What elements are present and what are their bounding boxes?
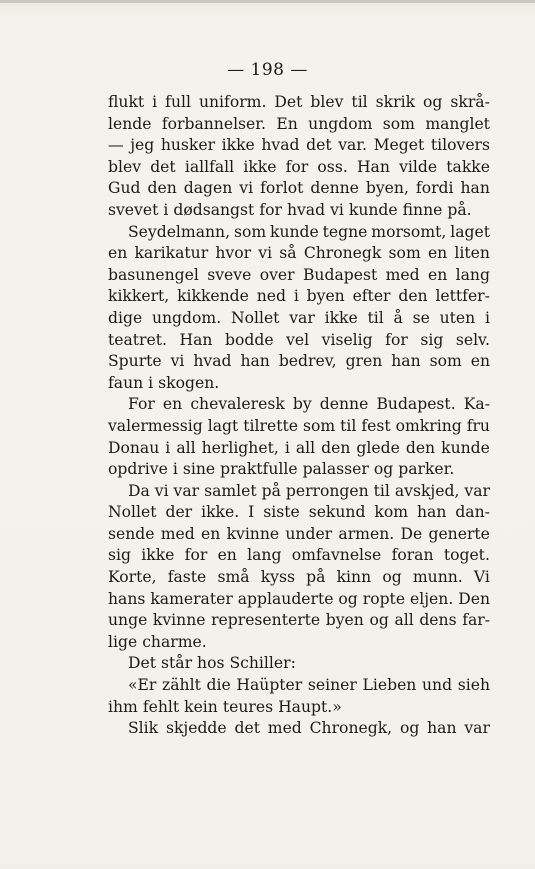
text-line	[108, 351, 490, 373]
word: und	[422, 676, 453, 695]
word: kunde	[441, 438, 490, 457]
word: den	[405, 438, 436, 457]
word: opdrive	[108, 460, 168, 479]
word: Den	[458, 589, 490, 608]
page-number: — 198 —	[227, 60, 308, 80]
word: eljen.	[410, 589, 454, 608]
text-line	[108, 157, 490, 179]
word: omfavnelse	[291, 546, 382, 565]
word: zählt	[162, 676, 201, 695]
word: Gud	[108, 179, 141, 198]
word: det	[306, 136, 332, 155]
word: ikke	[141, 546, 175, 565]
word: hans	[108, 589, 146, 608]
word: var	[464, 481, 490, 500]
word: til	[367, 308, 384, 327]
word: han	[427, 719, 457, 738]
word: vel	[286, 330, 310, 349]
word: kyss	[260, 568, 295, 587]
word: representerte	[211, 611, 321, 630]
word: for	[184, 546, 208, 565]
word: var	[173, 481, 200, 500]
word: sine	[182, 460, 216, 479]
word: Vi	[473, 568, 490, 587]
word: vi	[154, 481, 169, 500]
text-line	[108, 524, 490, 546]
word: by	[292, 395, 312, 414]
word: Han	[356, 157, 390, 176]
word: en	[201, 524, 221, 543]
word: dødsangst	[173, 200, 255, 219]
word: på.	[447, 200, 472, 219]
word: blev	[310, 93, 344, 111]
text-line	[108, 200, 490, 222]
word: var	[289, 308, 315, 327]
word: Chronegk,	[309, 719, 393, 738]
word: jeg	[130, 136, 155, 155]
word: vilde	[399, 157, 438, 176]
text-line	[108, 718, 490, 740]
word: tilovers	[430, 136, 490, 155]
word: tilrette	[243, 416, 298, 435]
word: denne	[319, 395, 369, 414]
word: som	[388, 244, 421, 263]
word: En	[276, 114, 298, 133]
word: se	[412, 308, 430, 327]
word: oss.	[317, 157, 348, 176]
word: hvor	[215, 244, 252, 263]
word: takke	[446, 157, 490, 176]
text-line	[108, 135, 490, 157]
word: Donau	[108, 438, 160, 457]
word: ikke	[243, 157, 277, 176]
word: Det	[274, 93, 303, 111]
word: valermessig	[108, 416, 203, 435]
text-line	[108, 589, 490, 611]
word: munn.	[412, 568, 463, 587]
text-line	[108, 459, 490, 481]
word: teatret.	[108, 330, 167, 349]
word: for	[385, 330, 408, 349]
word: applauderte	[237, 589, 334, 608]
word: all	[295, 438, 316, 457]
word: charme.	[142, 632, 207, 651]
word: efter	[352, 287, 391, 306]
word: Da	[128, 481, 150, 500]
word: med	[385, 265, 420, 284]
word: faste	[167, 568, 207, 587]
word: samlet	[204, 481, 257, 500]
word: forbannelser.	[161, 114, 266, 133]
word: over	[259, 265, 295, 284]
word: parker.	[398, 460, 455, 479]
word: og	[399, 719, 420, 738]
word: vi	[239, 179, 254, 198]
word: Seydelmann,	[128, 222, 231, 241]
word: teures	[222, 697, 274, 716]
word: det	[150, 157, 176, 176]
text-line	[108, 330, 490, 352]
word: perrongen	[285, 481, 369, 500]
word: for	[285, 157, 309, 176]
word: foran	[391, 546, 434, 565]
word: kikkert,	[108, 287, 170, 306]
word: far-	[462, 611, 490, 630]
word: en	[217, 546, 237, 565]
word: og	[369, 611, 389, 630]
word: og	[373, 460, 394, 479]
text-line	[108, 610, 490, 632]
word: Haüpter	[236, 676, 303, 695]
text-line	[108, 632, 490, 654]
word: seiner	[307, 676, 357, 695]
word: kunde	[270, 222, 319, 241]
word: og	[423, 93, 443, 111]
word: lettfer-	[435, 287, 490, 306]
word: kvinne	[226, 524, 280, 543]
word: en	[427, 265, 448, 284]
word: som	[302, 416, 336, 435]
word: laget	[450, 222, 490, 241]
word: til	[373, 481, 390, 500]
word: som	[429, 352, 462, 371]
word: skrå-	[450, 93, 490, 111]
word: husker	[160, 136, 216, 155]
word: til	[340, 416, 357, 435]
word: selv.	[455, 330, 490, 349]
word: den	[398, 287, 428, 306]
word: en	[108, 244, 128, 263]
word: lende	[108, 114, 152, 133]
word: kinn	[336, 568, 372, 587]
word: kein	[184, 697, 218, 716]
word: Korte,	[108, 568, 157, 587]
word: i	[163, 200, 169, 219]
word: toget.	[443, 546, 490, 565]
text-line	[108, 373, 490, 395]
word: uten	[439, 308, 476, 327]
word: en	[427, 244, 448, 263]
word: generte	[428, 524, 490, 543]
word: skrik	[375, 93, 416, 111]
text-line	[108, 438, 490, 460]
word: i	[172, 460, 178, 479]
word: dige	[108, 308, 143, 327]
word: avskjed,	[394, 481, 460, 500]
word: fehlt	[142, 697, 180, 716]
word: glede	[356, 438, 400, 457]
word: i	[284, 438, 290, 457]
word: den	[147, 179, 177, 198]
word: fru	[466, 416, 490, 435]
word: karikatur	[134, 244, 209, 263]
word: morsomt,	[371, 222, 447, 241]
word: til	[351, 93, 368, 111]
word: små	[217, 568, 250, 587]
word: basunengel	[108, 265, 199, 284]
text-line	[108, 653, 490, 675]
word: sig	[108, 546, 131, 565]
text-line	[108, 502, 490, 524]
word: byen	[325, 611, 364, 630]
word: herlighet,	[201, 438, 279, 457]
word: Det	[128, 654, 156, 673]
word: Budapest.	[376, 395, 456, 414]
word: står	[161, 654, 193, 673]
word: på	[306, 568, 326, 587]
word: i	[148, 373, 154, 392]
word: full	[165, 93, 191, 111]
word: Han	[179, 330, 213, 349]
word: byen,	[365, 179, 409, 198]
word: å	[393, 308, 403, 327]
word: som	[233, 222, 267, 241]
word: De	[400, 524, 423, 543]
word: Spurte	[108, 352, 162, 371]
text-line	[108, 394, 490, 416]
word: siste	[263, 503, 300, 522]
word: blev	[108, 157, 142, 176]
word: sveve	[207, 265, 252, 284]
word: han	[416, 503, 447, 522]
word: Ka-	[463, 395, 490, 414]
word: For	[128, 395, 155, 414]
word: en	[470, 352, 490, 371]
word: Meget	[373, 136, 425, 155]
word: viselig	[321, 330, 373, 349]
word: palasser	[302, 460, 369, 479]
word: gren	[345, 352, 383, 371]
text-line	[108, 567, 490, 589]
word: iallfall	[184, 157, 235, 176]
word: all	[176, 438, 196, 457]
word: ungdom.	[151, 308, 222, 327]
word: «Er	[128, 676, 157, 695]
word: han	[391, 352, 421, 371]
word: forlot	[260, 179, 304, 198]
word: manglet	[425, 114, 490, 133]
word: sieh	[457, 676, 490, 695]
word: der	[165, 503, 193, 522]
word: vi	[330, 200, 344, 219]
page-top-edge	[0, 0, 535, 3]
word: vi	[258, 244, 273, 263]
word: bedrev,	[278, 352, 337, 371]
word: i	[152, 93, 158, 111]
word: dens	[419, 611, 457, 630]
word: finne	[402, 200, 443, 219]
word: sende	[108, 524, 155, 543]
word: ned	[256, 287, 286, 306]
word: lang	[247, 546, 282, 565]
word: chevaleresk	[190, 395, 285, 414]
word: armen.	[338, 524, 395, 543]
word: så	[279, 244, 297, 263]
text-line	[108, 697, 490, 719]
word: sig	[420, 330, 444, 349]
word: en	[162, 395, 183, 414]
word: bodde	[224, 330, 274, 349]
word: fordi	[415, 179, 454, 198]
word: i	[165, 438, 171, 457]
word: kom	[374, 503, 409, 522]
text-line	[108, 481, 490, 503]
word: skogen.	[158, 373, 220, 392]
word: unge	[108, 611, 148, 630]
text-line	[108, 243, 490, 265]
text-line	[108, 92, 490, 114]
text-line	[108, 308, 490, 330]
word: skjedde	[165, 719, 227, 738]
text-line	[108, 286, 490, 308]
word: ropte	[362, 589, 406, 608]
word: Chronegk	[303, 244, 382, 263]
text-line	[108, 265, 490, 287]
word: liten	[454, 244, 490, 263]
word: i	[484, 308, 490, 327]
body-text	[108, 92, 490, 740]
word: Nollet	[230, 308, 280, 327]
word: omkring	[395, 416, 462, 435]
text-line	[108, 222, 490, 244]
text-line	[108, 114, 490, 136]
word: hos	[197, 654, 225, 673]
word: dagen	[183, 179, 233, 198]
word: var.	[338, 136, 367, 155]
word: han	[240, 352, 270, 371]
word: Schiller:	[229, 654, 296, 673]
text-line	[108, 545, 490, 567]
word: ikke.	[201, 503, 240, 522]
word: Haupt.»	[278, 697, 342, 716]
word: vi	[170, 352, 185, 371]
word: den	[321, 438, 351, 457]
word: fest	[361, 416, 391, 435]
word: flukt	[108, 93, 145, 111]
word: kvinne	[152, 611, 206, 630]
word: faun	[108, 373, 144, 392]
word: Nollet	[108, 503, 157, 522]
text-line	[108, 416, 490, 438]
word: ikke	[324, 308, 358, 327]
word: ikke	[221, 136, 255, 155]
word: kikkende	[177, 287, 249, 306]
word: all	[394, 611, 414, 630]
word: og	[382, 568, 402, 587]
word: lige	[108, 632, 138, 651]
word: Lieben	[362, 676, 417, 695]
word: var	[464, 719, 490, 738]
word: lagt	[207, 416, 239, 435]
word: kamerater	[150, 589, 233, 608]
word: sekund	[308, 503, 366, 522]
word: Budapest	[302, 265, 378, 284]
word: han	[460, 179, 490, 198]
word: som	[382, 114, 415, 133]
word: Slik	[128, 719, 159, 738]
word: hvad	[286, 200, 326, 219]
word: svevet	[108, 200, 159, 219]
word: ungdom	[308, 114, 373, 133]
word: praktfulle	[220, 460, 298, 479]
word: i	[293, 287, 299, 306]
word: —	[108, 136, 124, 155]
word: denne	[310, 179, 359, 198]
word: det	[234, 719, 260, 738]
word: uniform.	[198, 93, 267, 111]
word: på	[261, 481, 281, 500]
word: under	[285, 524, 333, 543]
word: ihm	[108, 697, 138, 716]
text-line	[108, 675, 490, 697]
word: dan-	[455, 503, 490, 522]
word: hvad	[193, 352, 232, 371]
word: I	[248, 503, 255, 522]
word: kunde	[348, 200, 398, 219]
word: med	[160, 524, 195, 543]
word: og	[338, 589, 358, 608]
text-line	[108, 178, 490, 200]
word: die	[206, 676, 231, 695]
word: tegne	[322, 222, 368, 241]
word: for	[259, 200, 282, 219]
word: lang	[455, 265, 490, 284]
word: hvad	[261, 136, 300, 155]
word: med	[267, 719, 302, 738]
word: byen	[306, 287, 345, 306]
